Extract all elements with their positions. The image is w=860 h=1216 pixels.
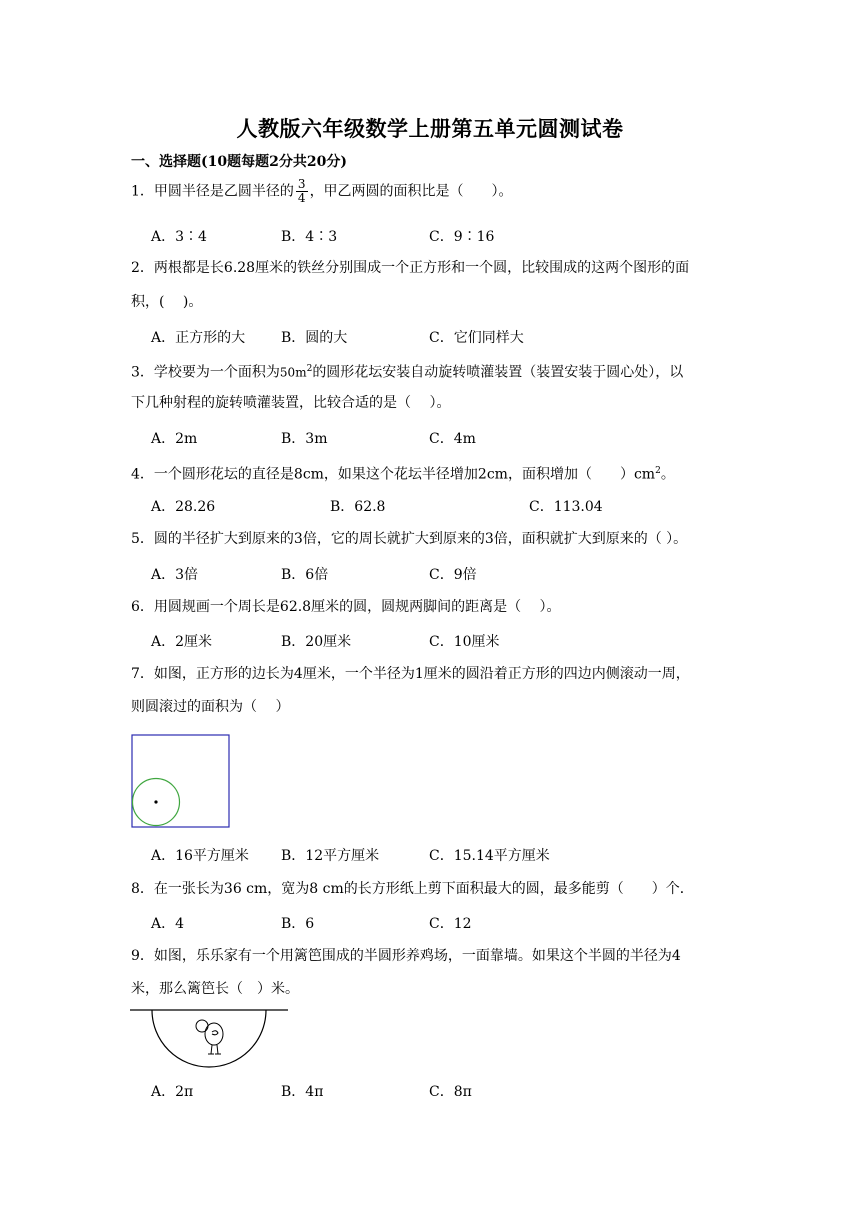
question-1-stem-b: ，甲乙两圆的面积比是（ ）。	[309, 183, 513, 200]
option-c[interactable]: C．113.04	[529, 499, 603, 515]
semicircle-chicken-figure	[128, 1004, 290, 1074]
question-8: 8．在一张长为36 cm，宽为8 cm的长方形纸上剪下面积最大的圆，最多能剪（ ）个．	[131, 881, 694, 897]
option-b[interactable]: B．4∶3	[281, 229, 338, 245]
square-circle-figure	[131, 734, 231, 829]
option-b[interactable]: B．4π	[281, 1084, 324, 1100]
option-a[interactable]: A．2m	[151, 431, 198, 447]
question-2-line-1: 2．两根都是长6.28厘米的铁丝分别围成一个正方形和一个圆，比较围成的这两个图形的面	[131, 260, 690, 276]
option-b[interactable]: B．6	[281, 916, 315, 932]
question-3-line-2: 下几种射程的旋转喷灌装置，比较合适的是（ ）。	[131, 395, 451, 411]
question-9-line-2: 米，那么篱笆长（ ）米。	[131, 981, 299, 997]
question-7-line-2: 则圆滚过的面积为（ ）	[131, 699, 290, 715]
question-7-line-1: 7．如图，正方形的边长为4厘米，一个半径为1厘米的圆沿着正方形的四边内侧滚动一周，	[131, 666, 690, 682]
circle-center-dot	[154, 800, 157, 803]
option-c[interactable]: C．9∶16	[429, 229, 495, 245]
option-a[interactable]: A．4	[151, 916, 185, 932]
fraction: $\frac{3}{4}$	[297, 177, 306, 205]
question-1	[131, 178, 513, 205]
option-c[interactable]: C．它们同样大	[429, 330, 524, 346]
option-b[interactable]: B．20厘米	[281, 634, 352, 650]
question-3-line-1: 3．学校要为一个面积为$50m^2$的圆形花坛安装自动旋转喷灌装置（装置安装于圆心处），以	[131, 364, 684, 381]
option-a[interactable]: A．3∶4	[151, 229, 207, 245]
question-1-stem-a: 1．甲圆半径是乙圆半径的	[131, 183, 294, 200]
semicircle-fence	[152, 1010, 266, 1067]
question-6: 6．用圆规画一个周长是62.8厘米的圆，圆规两脚间的距离是（ ）。	[131, 599, 561, 615]
question-5: 5．圆的半径扩大到原来的3倍，它的周长就扩大到原来的3倍，面积就扩大到原来的（ ）。	[131, 531, 688, 547]
question-9-line-1: 9．如图，乐乐家有一个用篱笆围成的半圆形养鸡场，一面靠墙。如果这个半圆的半径为4	[131, 948, 681, 964]
question-4: 4．一个圆形花坛的直径是8cm，如果这个花坛半径增加2cm，面积增加（ ）$cm^2$。	[131, 466, 675, 483]
option-b[interactable]: B．圆的大	[281, 330, 348, 346]
option-b[interactable]: B．62.8	[330, 499, 386, 515]
option-a[interactable]: A．3倍	[151, 567, 199, 583]
option-a[interactable]: A．2π	[151, 1084, 194, 1100]
option-c[interactable]: C．4m	[429, 431, 476, 447]
option-c[interactable]: C．8π	[429, 1084, 472, 1100]
question-2-line-2: 积，( )。	[131, 294, 203, 310]
option-c[interactable]: C．15.14平方厘米	[429, 848, 550, 864]
option-b[interactable]: B．3m	[281, 431, 328, 447]
section-heading: 一、选择题(10题每题2分共20分)	[131, 154, 347, 170]
option-a[interactable]: A．2厘米	[151, 634, 213, 650]
option-a[interactable]: A．正方形的大	[151, 330, 246, 346]
option-b[interactable]: B．6倍	[281, 567, 329, 583]
chicken-icon	[196, 1020, 223, 1054]
option-a[interactable]: A．16平方厘米	[151, 848, 249, 864]
option-c[interactable]: C．12	[429, 916, 472, 932]
option-b[interactable]: B．12平方厘米	[281, 848, 380, 864]
option-c[interactable]: C．10厘米	[429, 634, 500, 650]
option-c[interactable]: C．9倍	[429, 567, 477, 583]
page-title: 人教版六年级数学上册第五单元圆测试卷	[236, 116, 624, 141]
option-a[interactable]: A．28.26	[151, 499, 216, 515]
